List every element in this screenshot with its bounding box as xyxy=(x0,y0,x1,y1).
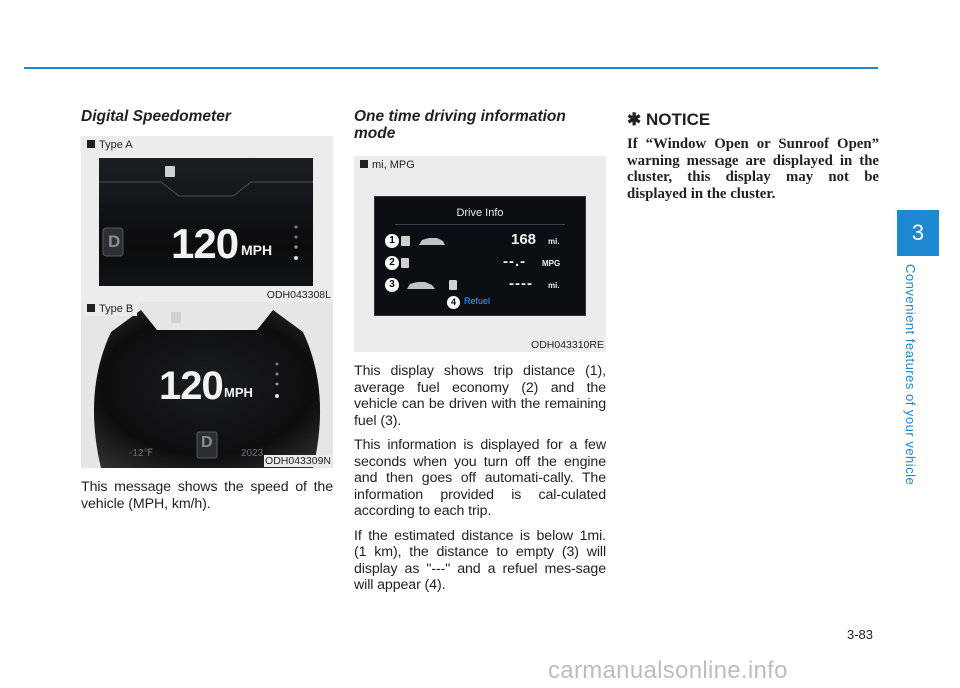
outside-temp: -12℉ xyxy=(129,448,153,459)
figure-type-a xyxy=(81,136,333,302)
gear-indicator: D xyxy=(108,232,121,251)
driving-info-section xyxy=(354,108,606,142)
driving-info-description: This display shows trip distance (1), average fuel economy (2) and the vehicle can be driven with the remaining fuel (3). This information is displayed for a few seconds when you turn off the engine and then goes off automati-cally. The information provided is cal-culated according to each trip. If the estimated distance is below 1mi. (1 km), the distance to empty (3) will display as "---" and a refuel mes-sage will appear (4). xyxy=(354,363,606,593)
speed-unit: MPH xyxy=(241,242,273,258)
fuel-pump-icon xyxy=(171,312,181,323)
section-heading: One time driving information mode xyxy=(354,108,566,142)
trip-distance-row xyxy=(385,233,579,251)
trip-icon xyxy=(401,236,410,246)
speedometer-description: This message shows the speed of the vehicle (MPH, km/h). xyxy=(81,479,333,512)
cluster-screen-b xyxy=(81,302,333,468)
chapter-tab: 3 xyxy=(897,210,939,256)
bullet-square-icon xyxy=(360,160,368,168)
cluster-screen-a xyxy=(99,158,313,286)
callout-4: 4 xyxy=(447,296,460,309)
figure-tag: Type A xyxy=(83,138,137,152)
drive-info-screen xyxy=(374,196,586,316)
distance-to-empty-row xyxy=(385,277,579,295)
car-icon xyxy=(417,236,447,248)
distance-to-empty-value: ---- xyxy=(509,275,533,292)
trip-distance-value: 168 xyxy=(511,231,537,248)
figure-code: ODH043308L xyxy=(266,289,331,301)
figure-tag: mi, MPG xyxy=(356,158,419,172)
car-icon xyxy=(405,280,437,292)
fuel-economy-unit: MPG xyxy=(542,259,561,268)
distance-to-empty-unit: mi. xyxy=(548,281,560,290)
figure-code: ODH043310RE xyxy=(531,339,604,351)
speed-value: 120 xyxy=(159,364,223,408)
fuel-economy-value: --.- xyxy=(503,253,527,270)
bullet-square-icon xyxy=(87,304,95,312)
screen-title: Drive Info xyxy=(456,207,504,219)
fuel-economy-row xyxy=(385,255,579,273)
fuel-pump-icon xyxy=(165,166,175,177)
refuel-message: Refuel xyxy=(464,296,491,306)
title-divider xyxy=(395,224,565,225)
speed-unit: MPH xyxy=(224,385,253,400)
speed-value: 120 xyxy=(171,220,239,267)
callout-2: 2 xyxy=(385,256,399,270)
digital-speedometer-section xyxy=(81,108,333,125)
page-number: 3-83 xyxy=(847,627,874,642)
watermark: carmanualsonline.info xyxy=(548,657,788,684)
fuel-pump-icon xyxy=(449,280,457,290)
chapter-title: Convenient features of your vehicle xyxy=(903,264,918,486)
figure-drive-info xyxy=(354,156,606,352)
callout-1: 1 xyxy=(385,234,399,248)
notice-title: ✱ NOTICE xyxy=(627,110,711,129)
figure-type-b xyxy=(81,302,333,468)
gear-indicator: D xyxy=(201,434,213,451)
notice-body: If “Window Open or Sunroof Open” warning message are displayed in the cluster, this display may not be displayed in the cluster. xyxy=(627,136,879,202)
header-rule xyxy=(24,67,878,69)
callout-3: 3 xyxy=(385,278,399,292)
fuel-pump-icon xyxy=(401,258,409,268)
figure-tag: Type B xyxy=(83,302,137,316)
figure-code: ODH043309N xyxy=(265,455,331,467)
section-heading: Digital Speedometer xyxy=(81,108,231,125)
trip-distance-unit: mi. xyxy=(548,237,560,246)
date-readout: 2023 xyxy=(241,448,264,459)
bullet-square-icon xyxy=(87,140,95,148)
